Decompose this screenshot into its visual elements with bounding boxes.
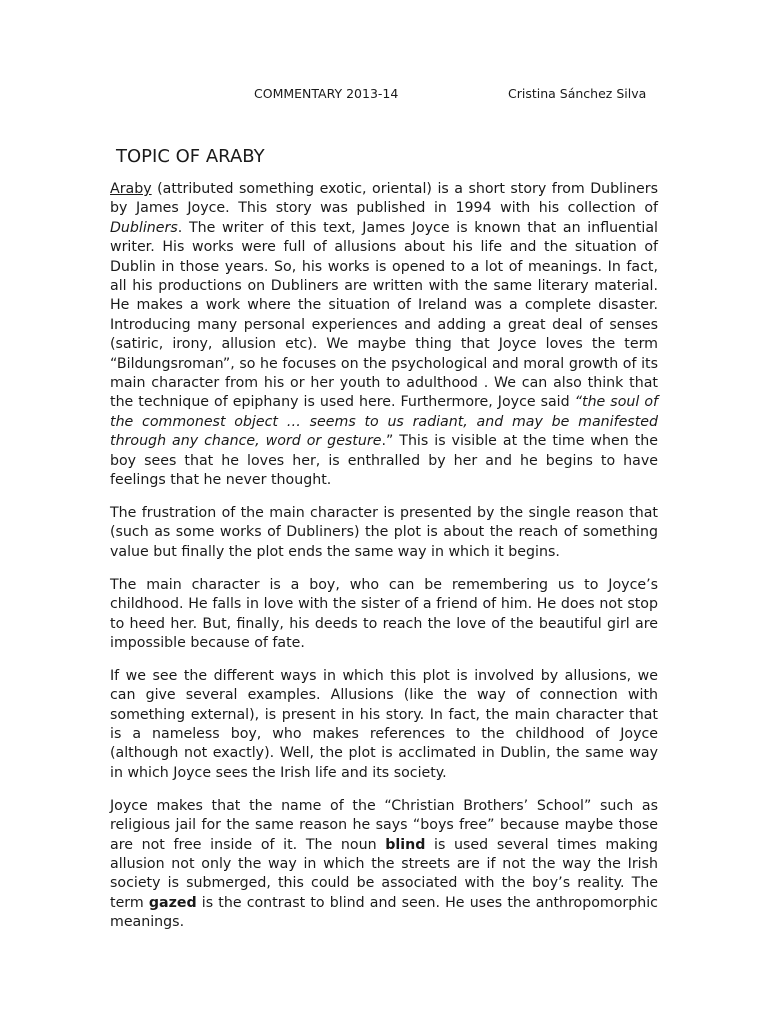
paragraph-1 (110, 180, 658, 491)
paragraph-1-text-b: . The writer of this text, James Joyce is known that an influential writer. His works were full of allusions about his life and the situation of Dublin in those years. So, his works is opened to a lot of meanings. In fact, all his productions on Dubliners are written with the same literary material. He makes a work where the situation of Ireland was a complete disaster. Introducing many personal experiences and adding a great deal of senses (satiric, irony, allusion etc). We maybe thing that Joyce loves the term “Bildungsroman”, so he focuses on the psychological and moral growth of its main character from his or her youth to adulthood . We can also think that the technique of epiphany is used here. Furthermore, Joyce said (110, 219, 658, 411)
paragraph-5 (110, 797, 658, 933)
dubliners-title: Dubliners (110, 219, 178, 236)
paragraph-1-text-a: (attributed something exotic, oriental) is a short story from Dubliners by James Joyce. This story was published in 1994 with his collection of (110, 181, 658, 217)
paragraph-5-text-c: is the contrast to blind and seen. He uses the anthropomorphic meanings. (110, 894, 658, 931)
blind-term: blind (385, 836, 426, 853)
paragraph-5-text-b: is used several times making allusion not only the way in which the streets are if not the way the Irish society is submerged, this could be associated with the boy’s reality. The term (110, 836, 658, 911)
header-author: Cristina Sánchez Silva (508, 86, 647, 101)
header-course: COMMENTARY 2013-14 (254, 86, 399, 101)
paragraph-1-text-c: .” This is visible at the time when the boy sees that he loves her, is enthralled by her and he begins to have feelings that he never thought. (110, 433, 658, 489)
paragraph-5-text-a: Joyce makes that the name of the “Christian Brothers’ School” such as religious jail for the same reason he says “boys free” because maybe those are not free inside of it. The noun (110, 797, 658, 853)
document-title: TOPIC OF ARABY (116, 146, 265, 167)
paragraph-4: If we see the different ways in which this plot is involved by allusions, we can give several examples. Allusions (like the way of connection with something external), is present in his story. In fact, the main character that is a nameless boy, who makes references to the childhood of Joyce (although not exactly). Well, the plot is acclimated in Dublin, the same way in which Joyce sees the Irish life and its society. (110, 667, 658, 781)
gazed-term: gazed (148, 894, 197, 911)
paragraph-2: The frustration of the main character is presented by the single reason that (such as some works of Dubliners) the plot is about the reach of something value but finally the plot ends the same way in which it begins. (110, 505, 658, 560)
document-body (110, 180, 658, 946)
joyce-quote: “the soul of the commonest object … seems to us radiant, and may be manifested through any chance, word or gesture (110, 394, 658, 450)
paragraph-3: The main character is a boy, who can be remembering us to Joyce’s childhood. He falls in love with the sister of a friend of him. He does not stop to heed her. But, finally, his deeds to reach the love of the beautiful girl are impossible because of fate. (110, 576, 658, 651)
araby-term: Araby (110, 181, 152, 197)
